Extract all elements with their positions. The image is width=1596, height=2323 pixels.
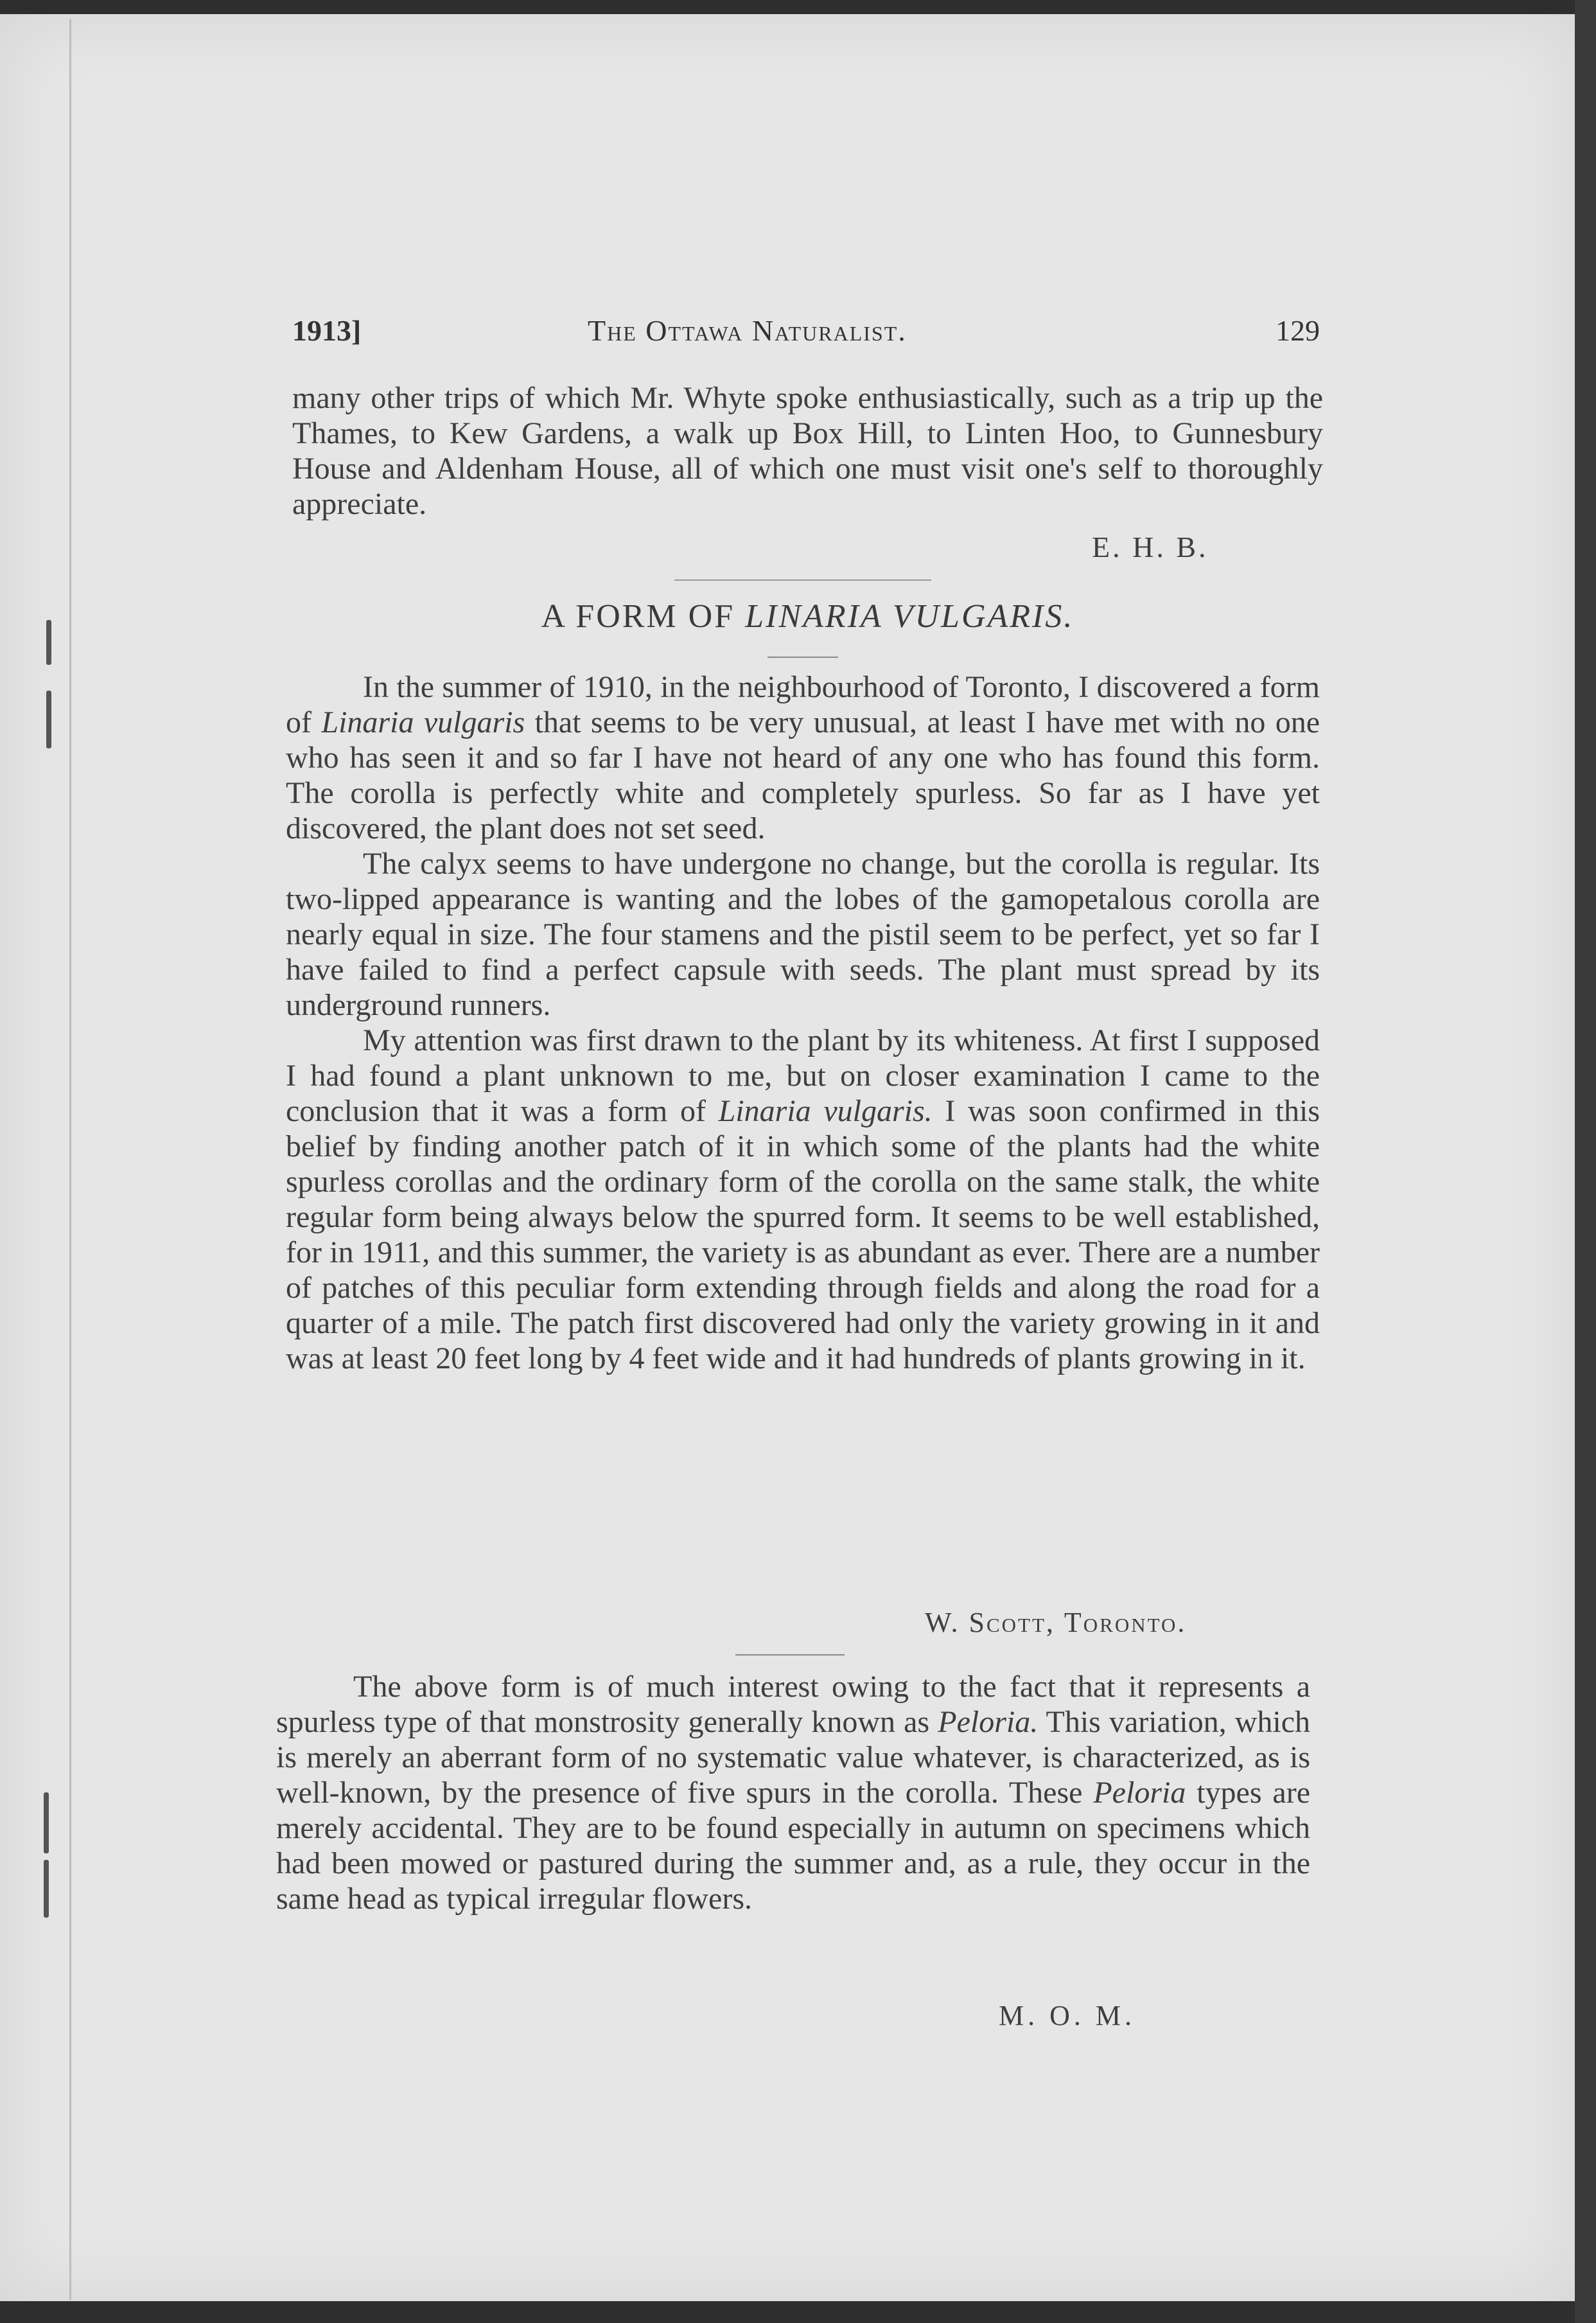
article-title-species: LINARIA VULGARIS. bbox=[745, 598, 1074, 635]
title-underline bbox=[767, 657, 838, 658]
paragraph: In the summer of 1910, in the neighbourhood of Toronto, I discovered a form of Linaria vulgaris that seems to be very unusual, at least I have met with no one who has seen it and so far I have not heard of any one who has found this form. The corolla is perfectly white and completely spurless. So far as I have yet discovered, the plant does not set seed. bbox=[286, 670, 1320, 845]
paragraph: The above form is of much interest owing to the fact that it represents a spurless type of that monstrosity generally known as Peloria. This variation, which is merely an aberrant form of no systematic value whatever, is characterized, as is well-known, by the presence of five spurs in the corolla. These Peloria types are merely accidental. They are to be found especially in autumn on specimens which had been mowed or pastured during the summer and, as a rule, they occur in the same head as typical irregular flowers. bbox=[276, 1670, 1311, 1916]
author-name: W. Scott, bbox=[925, 1607, 1055, 1638]
paragraph: The calyx seems to have undergone no change, but the corolla is regular. Its two-lipped appearance is wanting and the lobes of the gamopetalous corolla are nearly equal in size. The four stamens and the pistil seem to be perfect, yet so far I have failed to find a perfect capsule with seeds. The plant must spread by its underground runners. bbox=[286, 847, 1320, 1022]
margin-mark bbox=[46, 620, 51, 665]
article-title bbox=[292, 597, 1323, 635]
binding-gutter-line bbox=[69, 19, 71, 2300]
paragraph: My attention was first drawn to the plant by its whiteness. At first I supposed I had found a plant unknown to me, but on closer examination I came to the conclusion that it was a form of Linaria vulgaris. I was soon confirmed in this belief by finding another patch of it in which some of the plants had the white spurless corollas and the ordinary form of the corolla on the same stalk, the white regular form being always below the spurred form. It seems to be well established, for in 1911, and this summer, the variety is as abundant as ever. There are a number of patches of this peculiar form extending through fields and along the road for a quarter of a mile. The patch first discovered had only the variety growing in it and was at least 20 feet long by 4 feet wide and it had hundreds of plants growing in it. bbox=[286, 1023, 1320, 1375]
note-signature: M. O. M. bbox=[999, 2000, 1136, 2031]
previous-article-signature: E. H. B. bbox=[1092, 531, 1209, 563]
page-edge-shadow bbox=[1575, 0, 1596, 2323]
margin-mark bbox=[44, 1860, 49, 1918]
margin-mark bbox=[44, 1792, 49, 1853]
article-body bbox=[286, 669, 1320, 1376]
volume-year: 1913] bbox=[292, 314, 362, 347]
margin-mark bbox=[46, 691, 51, 748]
section-divider bbox=[674, 579, 931, 581]
section-divider bbox=[735, 1654, 845, 1656]
editorial-note bbox=[276, 1669, 1310, 1916]
article-title-prefix: A FORM OF bbox=[541, 598, 746, 635]
previous-article-ending: many other trips of which Mr. Whyte spoke enthusiastically, such as a trip up the Thames, to Kew Gardens, a walk up Box Hill, to Linten Hoo, to Gunnesbury House and Aldenham House, all of which one must visit one's self to thoroughly appreciate. bbox=[292, 381, 1323, 521]
page-number: 129 bbox=[1276, 314, 1320, 347]
author-place: Toronto. bbox=[1064, 1607, 1187, 1638]
journal-title: The Ottawa Naturalist. bbox=[588, 314, 907, 347]
article-signature bbox=[925, 1606, 1186, 1639]
running-head bbox=[292, 314, 1320, 358]
